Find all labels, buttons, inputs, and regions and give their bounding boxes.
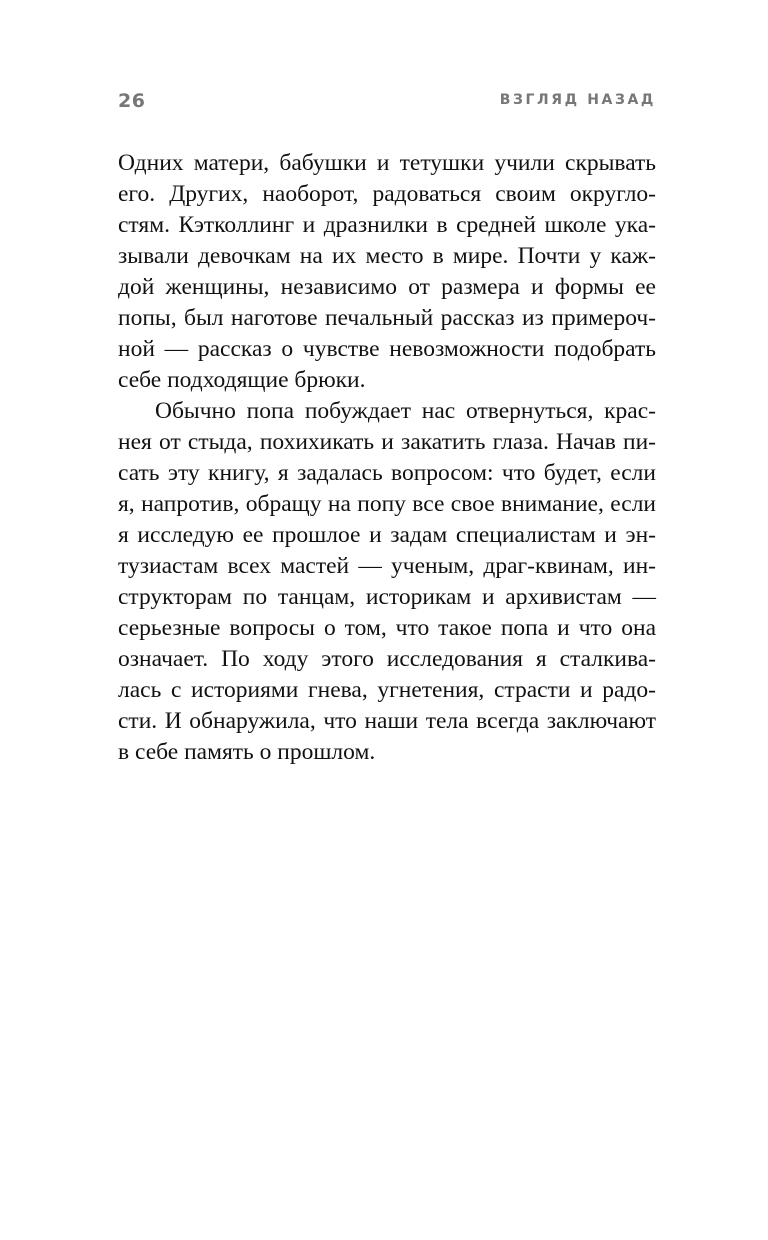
running-head <box>118 90 656 114</box>
text-line: означает. По ходу этого исследования я сталкива- <box>118 646 656 672</box>
text-line: ной — рассказ о чувстве невозможности подобрать <box>118 336 656 362</box>
text-line: его. Других, наоборот, радоваться своим округло- <box>118 181 656 207</box>
text-line: нея от стыда, похихикать и закатить глаза. Начав пи- <box>118 429 656 455</box>
text-line: тузиастам всех мастей — ученым, драг-квинам, ин- <box>118 553 656 579</box>
text-line: структорам по танцам, историкам и архивистам — <box>118 584 656 610</box>
paragraph-1 <box>118 148 656 396</box>
text-line: попы, был наготове печальный рассказ из примероч- <box>118 305 656 331</box>
body-text <box>118 148 656 768</box>
text-line: сать эту книгу, я задалась вопросом: что будет, если <box>118 460 656 486</box>
text-line: Обычно попа побуждает нас отвернуться, крас- <box>155 398 656 424</box>
text-line: стям. Кэтколлинг и дразнилки в средней школе ука- <box>118 212 656 238</box>
text-line: зывали девочкам на их место в мире. Почти у каж- <box>118 243 656 269</box>
text-line: я, напротив, обращу на попу все свое внимание, если <box>118 491 656 517</box>
text-line: сти. И обнаружила, что наши тела всегда заключают <box>118 708 656 734</box>
paragraph-2 <box>118 396 656 768</box>
text-line: Одних матери, бабушки и тетушки учили скрывать <box>118 150 656 176</box>
text-line: лась с историями гнева, угнетения, страсти и радо- <box>118 677 656 703</box>
page-number: 26 <box>118 90 146 112</box>
text-line: себе подходящие брюки. <box>118 367 366 393</box>
text-line: я исследую ее прошлое и задам специалистам и эн- <box>118 522 656 548</box>
section-title: ВЗГЛЯД НАЗАД <box>499 92 656 108</box>
text-line: в себе память о прошлом. <box>118 739 376 765</box>
text-line: серьезные вопросы о том, что такое попа и что она <box>118 615 656 641</box>
text-line: дой женщины, независимо от размера и формы ее <box>118 274 656 300</box>
